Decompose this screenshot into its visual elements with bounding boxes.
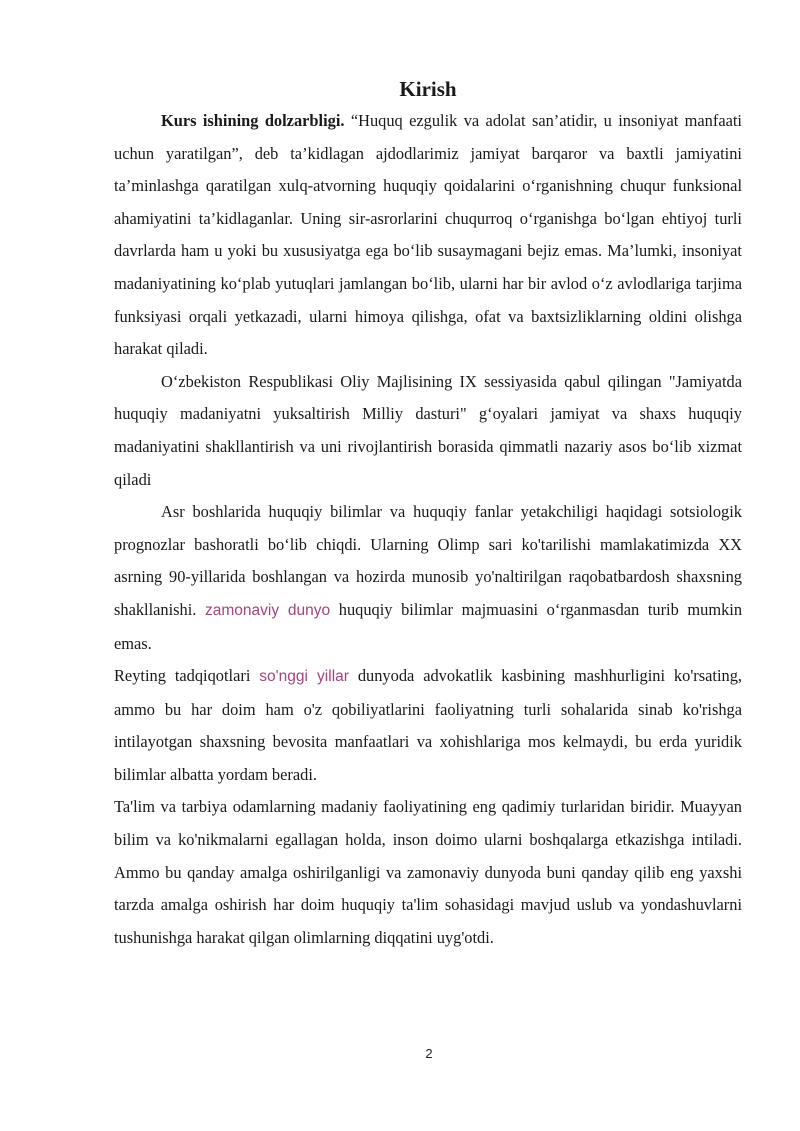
legal-knowledge-text-end: huquqiy bilimlar majmuasini o‘rganmasdan turib mumkin emas. [114,599,743,653]
paragraph-legal-knowledge [114,496,742,660]
relevance-lead: Kurs ishining dolzarbligi. [161,111,345,130]
paragraph-relevance [114,105,742,366]
highlighted-phrase-modern-world: zamonaviy dunyo [205,601,331,619]
paragraph-education: Ta'lim va tarbiya odamlarning madaniy faoliyatining eng qadimiy turlaridan biridir. Muayyan bilim va ko'nikmalarni egallagan holda, inson doimo ularni boshqalarga etkazishga intiladi. Ammo bu qanday amalga oshirilganligi va zamonaviy dunyoda buni qanday qilib eng yaxshi tarzda amalga oshirish har doim huquqiy ta'lim sohasidagi mavjud uslub va yondashuvlarni tushunishga harakat qilgan olimlarning diqqatini uyg'otdi. [114,797,742,947]
paragraph-ratings [114,660,742,791]
relevance-text: “Huquq ezgulik va adolat san’atidir, u insoniyat manfaati uchun yaratilgan”, deb ta’kidlagan ajdodlarimiz jamiyat barqaror va baxtli jamiyatini ta’minlashga qaratilgan xulq-atvorning huquqiy qoidalarini o‘rganishning chuqur funksional ahamiyatini ta’kidlaganlar. Uning sir-asrorlarini chuqurroq o‘rganishga bo‘lgan ehtiyoj turli davrlarda ham u yoki bu xususiyatga ega bo‘lib susaymagani bejiz emas. Ma’lumki, insoniyat madaniyatining ko‘plab yutuqlari jamlangan bo‘lib, ularni har bir avlod o‘z avlodlariga tarjima funksiyasi orqali yetkazadi, ularni himoya qilishga, ofat va baxtsizliklarning oldini olishga harakat qiladi. [114,111,742,359]
page-number: 2 [425,1046,433,1061]
ratings-text-end: dunyoda advokatlik kasbining mashhurligini ko'rsating, ammo bu har doim ham o'z qobiliyatlarini faoliyatning turli sohalarida sinab ko'rishga intilayotgan shaxsning bevosita manfaatlari va xohishlariga mos kelmaydi, bu erda yuridik bilimlar albatta yordam beradi. [114,666,742,784]
page-title: Kirish [399,77,457,101]
legal-knowledge-text-start: Asr boshlarida huquqiy bilimlar va huquqiy fanlar yetakchiligi haqidagi sotsiologik prognozlar bashoratli bo‘lib chiqdi. Ularning Olimp sari ko'tarilishi mamlakatimizda XX asrning 90-yillarida boshlangan va hozirda munosib yo'naltirilgan raqobatbardosh shaxsning shakllanishi. [114,502,742,619]
highlighted-phrase-recent-years: so'nggi yillar [259,668,349,686]
ratings-text-start: Reyting tadqiqotlari [114,666,260,686]
document-page [114,73,742,954]
paragraph-national-program: O‘zbekiston Respublikasi Oliy Majlisining IX sessiyasida qabul qilingan "Jamiyatda huquqiy madaniyatni yuksaltirish Milliy dasturi" g‘oyalari jamiyat va shaxs huquqiy madaniyatini shakllantirish va uni rivojlantirish borasida qimmatli nazariy asos bo‘lib xizmat qiladi [114,371,742,489]
